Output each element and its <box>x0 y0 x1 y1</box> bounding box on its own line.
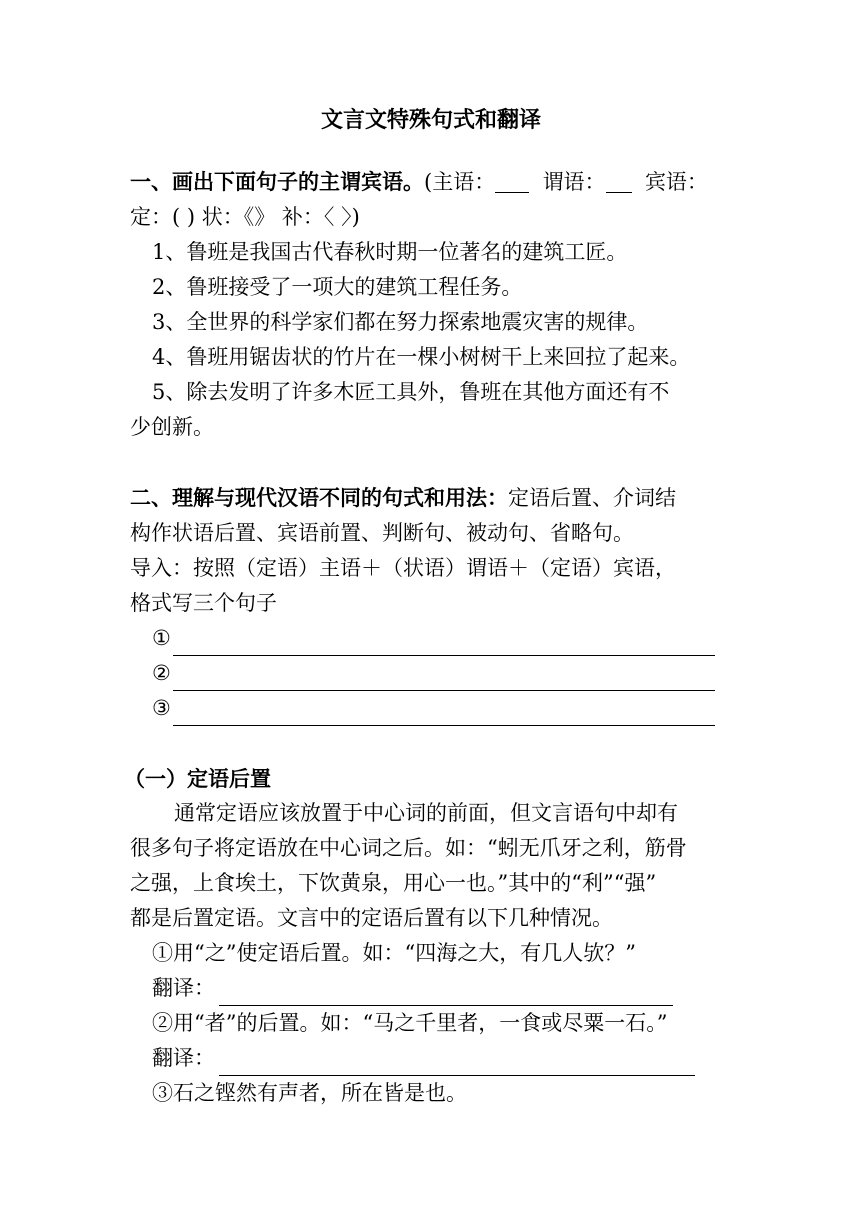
section2-heading-rest: 定语后置、介词结 <box>508 486 676 510</box>
legend-predicate-label: 谓语： <box>542 170 606 194</box>
translation-line-1[interactable] <box>130 971 732 1006</box>
section2-heading: 二、理解与现代汉语不同的句式和用法： <box>130 485 508 510</box>
case-1: ①用“之”使定语后置。如：“四海之大，有几人欤？” <box>152 941 636 965</box>
para-line-2: 很多句子将定语放在中心词之后。如：“蚓无爪牙之利，筋骨 <box>130 836 687 860</box>
sentence-4: 4、鲁班用锯齿状的竹片在一棵小树树干上来回拉了起来。 <box>152 345 691 369</box>
answer-blank-3[interactable] <box>173 699 715 726</box>
answer-blank-1[interactable] <box>173 629 715 656</box>
page-title: 文言文特殊句式和翻译 <box>320 107 541 133</box>
legend-subject-label: (主语： <box>424 170 496 194</box>
translate-label-2: 翻译： <box>152 1046 215 1070</box>
para-line-1: 通常定语应该放置于中心词的前面，但文言语句中却有 <box>174 801 678 825</box>
translation-blank-2[interactable] <box>219 1049 695 1076</box>
sentence-3: 3、全世界的科学家们都在努力探索地震灾害的规律。 <box>152 310 649 334</box>
legend-object-label: 宾语： <box>644 170 708 194</box>
section1-legend-line2: 定：( ) 状：《》 补：〈 〉) <box>130 205 360 229</box>
section2-line2: 构作状语后置、宾语前置、判断句、被动句、省略句。 <box>130 521 634 545</box>
intro-line1: 导入：按照（定语）主语＋（状语）谓语＋（定语）宾语， <box>130 556 676 580</box>
para-line-3: 之强，上食埃土，下饮黄泉，用心一也。”其中的“利”“强” <box>130 871 657 895</box>
section1-legend-line1 <box>130 164 732 200</box>
section1-heading: 一、画出下面句子的主谓宾语。 <box>130 169 424 194</box>
answer-number-3: ③ <box>152 696 171 720</box>
translate-label-1: 翻译： <box>152 976 215 1000</box>
predicate-underline-sample <box>606 166 632 193</box>
sentence-1: 1、鲁班是我国古代春秋时期一位著名的建筑工匠。 <box>152 240 628 264</box>
case-2: ②用“者”的后置。如：“马之千里者，一食或尽粟一石。” <box>152 1011 668 1035</box>
answer-number-2: ② <box>152 661 171 685</box>
subsection1-heading: （一）定语后置 <box>124 766 271 791</box>
translation-blank-1[interactable] <box>219 979 673 1006</box>
subject-underline-sample <box>495 166 529 193</box>
answer-line-1[interactable] <box>130 621 732 656</box>
case-3: ③石之铿然有声者，所在皆是也。 <box>152 1081 467 1105</box>
para-line-4: 都是后置定语。文言中的定语后置有以下几种情况。 <box>130 906 613 930</box>
sentence-2: 2、鲁班接受了一项大的建筑工程任务。 <box>152 275 523 299</box>
section2-line1 <box>130 480 732 516</box>
intro-line2: 格式写三个句子 <box>130 591 277 615</box>
sentence-5: 5、除去发明了许多木匠工具外，鲁班在其他方面还有不 <box>152 380 670 404</box>
answer-line-3[interactable] <box>130 691 732 726</box>
sentence-5-continued: 少创新。 <box>130 415 214 439</box>
answer-number-1: ① <box>152 626 171 650</box>
answer-blank-2[interactable] <box>173 664 715 691</box>
translation-line-2[interactable] <box>130 1041 732 1076</box>
answer-line-2[interactable] <box>130 656 732 691</box>
